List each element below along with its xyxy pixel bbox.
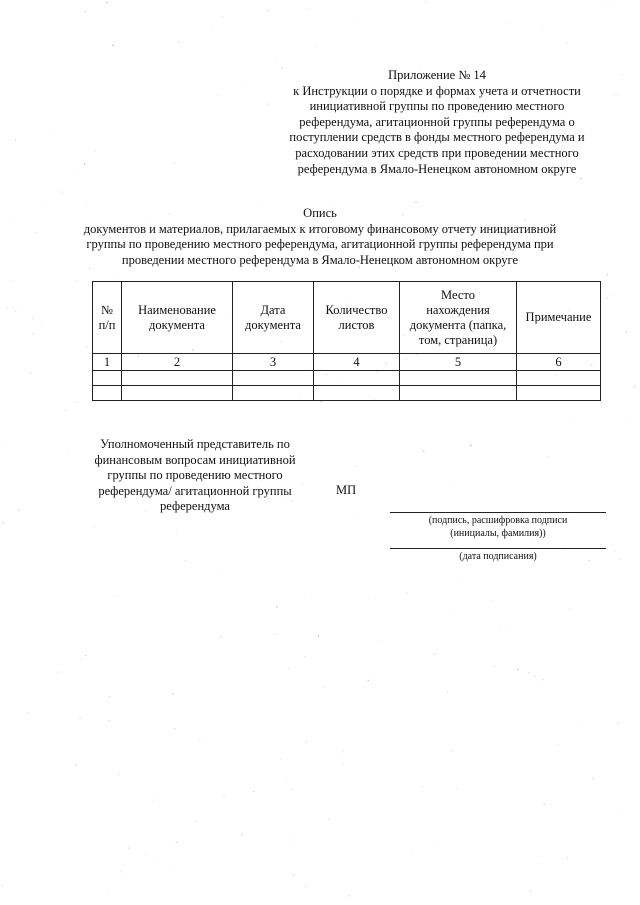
scan-speck	[608, 1, 609, 2]
scan-speck	[314, 507, 315, 508]
scan-speck	[3, 522, 4, 523]
scan-speck	[220, 570, 221, 571]
scan-speck	[617, 722, 619, 724]
scan-speck	[451, 750, 453, 752]
scan-speck	[451, 485, 452, 486]
header-line: документа (папка,	[409, 317, 507, 332]
scan-speck	[52, 130, 53, 131]
scan-speck	[608, 684, 609, 685]
col-header-sheets	[314, 282, 400, 354]
scan-speck	[447, 692, 448, 693]
scan-speck	[176, 841, 177, 842]
scan-speck	[528, 672, 529, 673]
caption-line: (инициалы, фамилия))	[450, 528, 546, 539]
scan-speck	[548, 456, 549, 457]
scan-speck	[217, 94, 218, 95]
scan-speck	[381, 640, 382, 641]
header-line: Наименование	[138, 302, 216, 317]
scan-speck	[422, 787, 423, 788]
appendix-line: референдума, агитационной группы референдума о	[299, 114, 575, 129]
scan-speck	[607, 274, 608, 275]
scan-speck	[199, 739, 200, 740]
header-line: п/п	[98, 317, 116, 332]
scan-speck	[2, 885, 3, 886]
scan-speck	[570, 608, 571, 609]
scan-speck	[493, 666, 494, 667]
signer-line: референдума	[160, 499, 230, 514]
header-line: листов	[338, 317, 375, 332]
scan-speck	[241, 834, 242, 835]
header-line: №	[101, 302, 113, 317]
scan-speck	[622, 258, 623, 259]
scan-speck	[622, 74, 623, 75]
scan-speck	[253, 791, 254, 792]
scan-speck	[189, 186, 190, 187]
scan-speck	[544, 804, 545, 805]
scan-speck	[423, 451, 425, 453]
scan-speck	[356, 513, 357, 514]
scan-speck	[211, 25, 212, 26]
empty-cell	[400, 371, 517, 386]
column-number-cell: 3	[233, 354, 314, 371]
signer-line: группы по проведению местного	[107, 468, 283, 483]
scan-speck	[415, 201, 417, 203]
scan-speck	[593, 778, 594, 779]
scan-speck	[294, 839, 295, 840]
scan-speck	[567, 857, 568, 858]
header-line: том, страница)	[418, 332, 498, 347]
scan-speck	[93, 525, 94, 526]
scan-speck	[68, 449, 69, 450]
scan-speck	[287, 781, 288, 782]
empty-cell	[122, 371, 233, 386]
scan-speck	[304, 656, 305, 657]
scan-speck	[76, 764, 77, 765]
scan-speck	[27, 712, 29, 714]
scan-speck	[178, 41, 179, 42]
appendix-header	[268, 68, 606, 177]
scan-speck	[454, 610, 455, 611]
date-line	[390, 548, 606, 549]
scan-speck	[65, 410, 66, 411]
scan-speck	[36, 232, 37, 233]
scan-speck	[12, 307, 13, 308]
signer-block	[80, 437, 310, 515]
column-number-cell: 2	[122, 354, 233, 371]
scan-speck	[517, 668, 519, 670]
scan-speck	[305, 886, 307, 888]
col-header-name	[122, 282, 233, 354]
col-header-note	[517, 282, 601, 354]
column-number-row	[93, 354, 601, 371]
header-line: Примечание	[525, 310, 592, 324]
scan-speck	[469, 843, 470, 844]
scan-speck	[491, 600, 492, 601]
empty-cell	[400, 386, 517, 401]
scan-speck	[530, 890, 531, 891]
scan-speck	[418, 7, 419, 8]
table-header-row	[93, 282, 601, 354]
column-number-cell: 1	[93, 354, 122, 371]
scan-speck	[108, 33, 109, 34]
scan-speck	[119, 774, 120, 775]
appendix-line: поступлении средств в фонды местного референдума и	[289, 130, 585, 145]
empty-cell	[314, 386, 400, 401]
scan-speck	[614, 465, 615, 466]
scan-speck	[275, 60, 276, 61]
scan-speck	[120, 871, 121, 872]
scan-speck	[187, 112, 188, 113]
scan-speck	[15, 311, 16, 312]
scan-speck	[411, 850, 412, 851]
scan-speck	[86, 202, 87, 203]
scan-speck	[152, 800, 153, 801]
empty-cell	[314, 371, 400, 386]
scan-speck	[606, 298, 607, 299]
scan-speck	[274, 634, 275, 635]
scan-speck	[108, 891, 109, 892]
scan-speck	[468, 445, 469, 446]
scan-speck	[425, 2, 426, 3]
scan-speck	[145, 855, 146, 856]
scan-speck	[305, 741, 306, 742]
scan-speck	[308, 8, 309, 9]
scan-speck	[173, 869, 174, 870]
scan-speck	[188, 903, 189, 904]
scan-speck	[33, 333, 34, 334]
scan-speck	[117, 595, 118, 596]
scan-speck	[84, 163, 85, 164]
scan-speck	[506, 22, 507, 23]
scan-speck	[222, 16, 223, 17]
scan-speck	[343, 751, 344, 752]
empty-cell	[93, 371, 122, 386]
scan-speck	[7, 307, 8, 308]
scan-speck	[537, 863, 538, 864]
scan-speck	[108, 720, 109, 721]
scan-speck	[77, 401, 79, 403]
scan-speck	[85, 11, 86, 12]
heading-line: проведении местного референдума в Ямало-Ненецком автономном округе	[121, 252, 519, 267]
scan-speck	[172, 693, 173, 694]
heading-line: группы по проведению местного референдума, агитационной группы референдума при	[86, 237, 554, 252]
scan-speck	[30, 372, 31, 373]
date-caption	[390, 550, 606, 563]
scan-speck	[177, 529, 178, 530]
scan-speck	[41, 321, 42, 322]
scan-speck	[343, 763, 344, 764]
scan-speck	[569, 420, 570, 421]
scan-speck	[456, 789, 457, 790]
scan-speck	[99, 541, 100, 542]
scan-speck	[375, 598, 376, 599]
scan-speck	[458, 578, 459, 579]
document-title: Опись	[303, 206, 337, 220]
scan-speck	[291, 789, 292, 790]
heading-line: документов и материалов, прилагаемых к итоговому финансовому отчету инициативной	[83, 221, 557, 236]
scan-speck	[321, 401, 322, 402]
scan-speck	[288, 668, 289, 669]
col-header-number	[93, 282, 122, 354]
scan-speck	[15, 139, 16, 140]
scan-speck	[174, 162, 175, 163]
scan-speck	[12, 280, 13, 281]
scan-speck	[531, 543, 532, 544]
appendix-line: к Инструкции о порядке и формах учета и отчетности	[293, 83, 581, 98]
appendix-line: референдума в Ямало-Ненецком автономном округе	[297, 161, 577, 176]
empty-cell	[233, 386, 314, 401]
scan-speck	[428, 2, 429, 3]
scan-speck	[628, 418, 629, 419]
inventory-table	[92, 281, 601, 401]
header-line: Количество	[325, 302, 388, 317]
scan-speck	[433, 841, 434, 842]
scan-speck	[499, 627, 500, 628]
empty-cell	[122, 386, 233, 401]
scan-speck	[243, 81, 244, 82]
scan-speck	[338, 853, 339, 854]
scan-speck	[582, 681, 583, 682]
scan-speck	[119, 275, 120, 276]
column-number-cell: 4	[314, 354, 400, 371]
scan-speck	[434, 653, 436, 655]
appendix-line: расходовании этих средств при проведении местного	[295, 145, 579, 160]
scan-speck	[259, 202, 260, 203]
scan-speck	[542, 679, 543, 680]
scan-speck	[223, 796, 224, 797]
scan-speck	[368, 680, 370, 682]
empty-cell	[233, 371, 314, 386]
scan-speck	[32, 318, 33, 319]
scan-speck	[153, 858, 154, 859]
empty-cell	[93, 386, 122, 401]
document-heading	[80, 206, 560, 268]
scan-speck	[49, 797, 50, 798]
scan-speck	[623, 160, 624, 161]
signer-line: референдума/ агитационной группы	[98, 483, 292, 498]
scan-speck	[534, 676, 535, 677]
scan-speck	[185, 560, 186, 561]
scan-speck	[626, 4, 627, 5]
scan-speck	[293, 874, 294, 875]
scan-speck	[280, 758, 281, 759]
scan-speck	[174, 728, 175, 729]
scan-speck	[420, 791, 421, 792]
appendix-line: инициативной группы по проведению местного	[309, 99, 565, 114]
scan-speck	[615, 551, 616, 552]
caption-line: (дата подписания)	[459, 551, 537, 562]
header-line: нахождения	[426, 302, 490, 317]
signer-line: Уполномоченный представитель по	[100, 437, 290, 451]
scan-speck	[220, 636, 221, 637]
scan-speck	[567, 42, 568, 43]
col-header-location	[400, 282, 517, 354]
header-line: Место	[441, 287, 475, 302]
scan-speck	[58, 671, 59, 672]
scan-speck	[128, 848, 129, 849]
scan-speck	[275, 833, 276, 834]
scan-speck	[318, 635, 319, 636]
scan-speck	[61, 191, 62, 192]
scan-speck	[75, 171, 76, 172]
scan-speck	[328, 818, 330, 820]
scan-speck	[195, 821, 196, 822]
scan-speck	[580, 724, 581, 725]
scan-speck	[305, 593, 306, 594]
col-header-date	[233, 282, 314, 354]
scan-speck	[158, 683, 159, 684]
empty-cell	[517, 386, 601, 401]
stamp-placeholder: МП	[336, 483, 357, 497]
scan-speck	[354, 21, 355, 22]
scan-speck	[580, 178, 582, 180]
scan-speck	[615, 94, 616, 95]
scan-speck	[112, 45, 114, 47]
scan-speck	[323, 686, 324, 687]
scan-speck	[81, 659, 82, 660]
scan-speck	[333, 202, 334, 203]
scan-speck	[48, 99, 49, 100]
scan-speck	[611, 294, 612, 295]
scan-speck	[558, 745, 559, 746]
scan-speck	[625, 890, 626, 891]
scan-speck	[76, 281, 77, 282]
scan-speck	[0, 440, 1, 441]
scan-speck	[45, 146, 46, 147]
empty-cell	[517, 371, 601, 386]
scan-speck	[170, 865, 171, 866]
scan-speck	[95, 151, 96, 152]
scan-speck	[471, 444, 473, 446]
scan-speck	[543, 28, 544, 29]
signature-line	[390, 512, 606, 513]
scan-speck	[407, 592, 408, 593]
header-line: документа	[149, 317, 205, 332]
scan-speck	[267, 10, 268, 11]
scan-speck	[354, 466, 355, 467]
scan-speck	[316, 47, 317, 48]
appendix-line: Приложение № 14	[388, 68, 486, 82]
scan-speck	[86, 346, 87, 347]
signer-line: финансовым вопросам инициативной	[94, 452, 296, 467]
scan-speck	[79, 717, 81, 719]
scan-speck	[85, 655, 86, 656]
scan-speck	[45, 200, 46, 201]
column-number-cell: 6	[517, 354, 601, 371]
scan-speck	[451, 13, 452, 14]
scan-speck	[276, 606, 278, 608]
scan-speck	[619, 558, 620, 559]
scan-speck	[634, 386, 636, 388]
signature-caption	[390, 514, 606, 540]
header-line: документа	[245, 317, 301, 332]
scan-speck	[348, 895, 349, 896]
scan-speck	[18, 510, 19, 511]
scan-speck	[626, 332, 627, 333]
scan-speck	[8, 222, 9, 223]
scan-speck	[509, 626, 510, 627]
caption-line: (подпись, расшифровка подписи	[428, 515, 568, 526]
scan-speck	[72, 297, 73, 298]
header-line: Дата	[260, 302, 286, 317]
column-number-cell: 5	[400, 354, 517, 371]
table-row	[93, 371, 601, 386]
scan-speck	[106, 2, 107, 3]
table-row	[93, 386, 601, 401]
scan-speck	[162, 429, 163, 430]
scan-speck	[109, 696, 110, 697]
scan-speck	[619, 808, 620, 809]
